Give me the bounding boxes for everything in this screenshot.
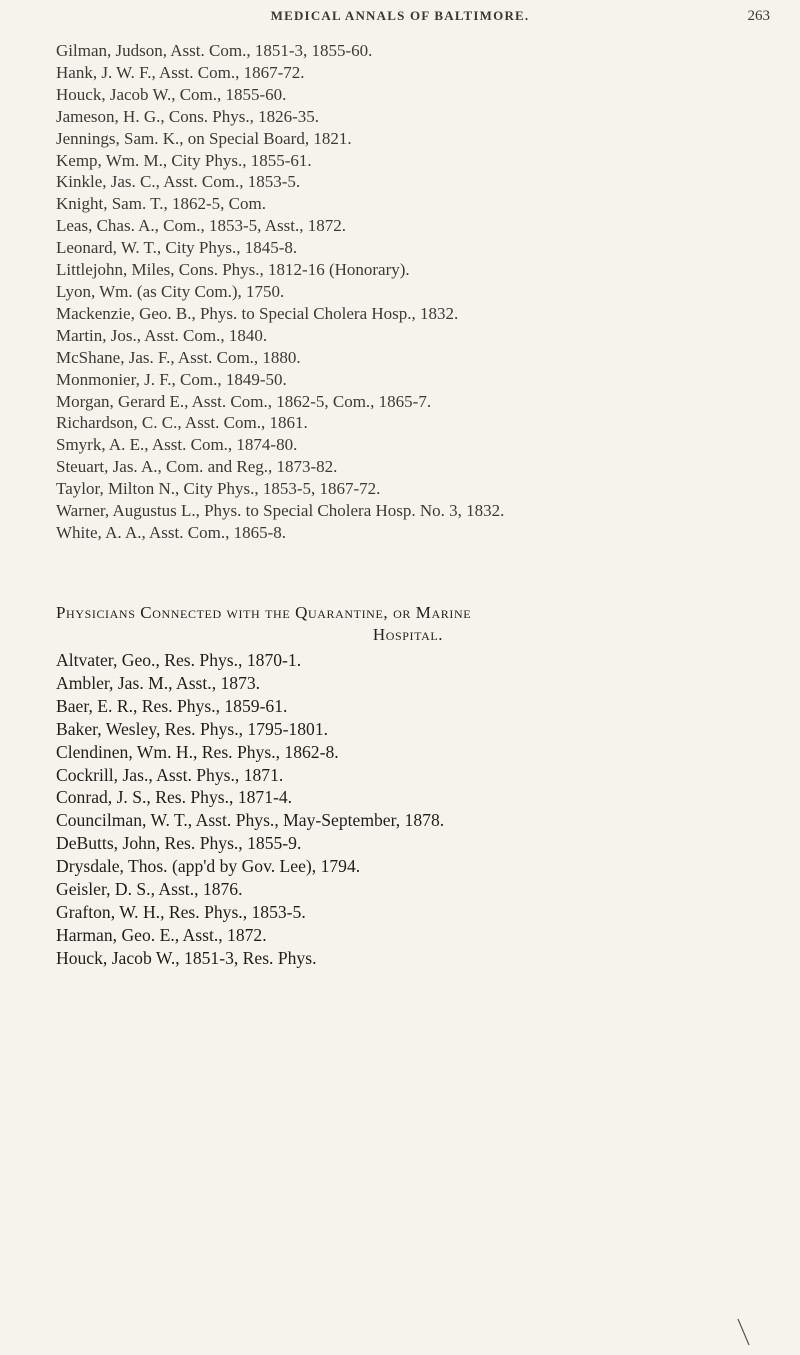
list-item: Geisler, D. S., Asst., 1876. bbox=[56, 879, 243, 900]
list-item: Jennings, Sam. K., on Special Board, 1821. bbox=[56, 128, 352, 148]
list-item: Altvater, Geo., Res. Phys., 1870-1. bbox=[56, 650, 302, 670]
list-item: Smyrk, A. E., Asst. Com., 1874-80. bbox=[56, 435, 298, 455]
list-item: Grafton, W. H., Res. Phys., 1853-5. bbox=[56, 901, 306, 922]
list-item: Leonard, W. T., City Phys., 1845-8. bbox=[56, 238, 298, 258]
list-item: Hank, J. W. F., Asst. Com., 1867-72. bbox=[56, 62, 305, 82]
list-item: Kinkle, Jas. C., Asst. Com., 1853-5. bbox=[56, 172, 301, 192]
list-item: Jameson, H. G., Cons. Phys., 1826-35. bbox=[56, 106, 320, 126]
list-item: Steuart, Jas. A., Com. and Reg., 1873-82. bbox=[56, 457, 338, 477]
list-item: Taylor, Milton N., City Phys., 1853-5, 1867-72. bbox=[56, 479, 381, 499]
list-item: Clendinen, Wm. H., Res. Phys., 1862-8. bbox=[56, 741, 339, 762]
list-item: Morgan, Gerard E., Asst. Com., 1862-5, Com., 1865-7. bbox=[56, 391, 432, 411]
list-item: Harman, Geo. E., Asst., 1872. bbox=[56, 924, 267, 945]
list-item: Mackenzie, Geo. B., Phys. to Special Cholera Hosp., 1832. bbox=[56, 303, 459, 323]
list-item: Monmonier, J. F., Com., 1849-50. bbox=[56, 369, 287, 389]
list-item: DeButts, John, Res. Phys., 1855-9. bbox=[56, 833, 302, 854]
entry-list-quarantine bbox=[56, 649, 786, 970]
list-item: Houck, Jacob W., Com., 1855-60. bbox=[56, 84, 287, 104]
list-item: White, A. A., Asst. Com., 1865-8. bbox=[56, 522, 286, 542]
list-item: Warner, Augustus L., Phys. to Special Cholera Hosp. No. 3, 1832. bbox=[56, 501, 505, 521]
list-item: Councilman, W. T., Asst. Phys., May-September, 1878. bbox=[56, 810, 445, 831]
list-item: Drysdale, Thos. (app'd by Gov. Lee), 1794. bbox=[56, 856, 361, 877]
section-heading-line-1: Physicians Connected with the Quarantine, or Marine bbox=[56, 603, 472, 622]
list-item: Conrad, J. S., Res. Phys., 1871-4. bbox=[56, 787, 293, 808]
list-item: Gilman, Judson, Asst. Com., 1851-3, 1855-60. bbox=[56, 41, 373, 60]
list-item: Richardson, C. C., Asst. Com., 1861. bbox=[56, 413, 308, 433]
list-item: Ambler, Jas. M., Asst., 1873. bbox=[56, 672, 261, 693]
running-title: MEDICAL ANNALS OF BALTIMORE. bbox=[270, 8, 530, 23]
page-number: 263 bbox=[747, 8, 770, 24]
list-item: Kemp, Wm. M., City Phys., 1855-61. bbox=[56, 150, 312, 170]
list-item: Cockrill, Jas., Asst. Phys., 1871. bbox=[56, 764, 284, 785]
list-item: McShane, Jas. F., Asst. Com., 1880. bbox=[56, 347, 301, 367]
pencil-mark-icon bbox=[736, 1317, 752, 1347]
list-item: Martin, Jos., Asst. Com., 1840. bbox=[56, 325, 268, 345]
list-item: Lyon, Wm. (as City Com.), 1750. bbox=[56, 281, 285, 301]
list-item: Leas, Chas. A., Com., 1853-5, Asst., 1872. bbox=[56, 216, 346, 236]
list-item: Baer, E. R., Res. Phys., 1859-61. bbox=[56, 695, 288, 716]
list-item: Baker, Wesley, Res. Phys., 1795-1801. bbox=[56, 718, 329, 739]
list-item: Knight, Sam. T., 1862-5, Com. bbox=[56, 194, 266, 214]
running-head bbox=[0, 8, 800, 28]
list-item: Littlejohn, Miles, Cons. Phys., 1812-16 (Honorary). bbox=[56, 260, 410, 280]
section-heading-line-2: Hospital. bbox=[372, 625, 444, 644]
entry-list-continued bbox=[56, 40, 786, 544]
list-item: Houck, Jacob W., 1851-3, Res. Phys. bbox=[56, 947, 317, 968]
section-heading bbox=[56, 602, 796, 646]
